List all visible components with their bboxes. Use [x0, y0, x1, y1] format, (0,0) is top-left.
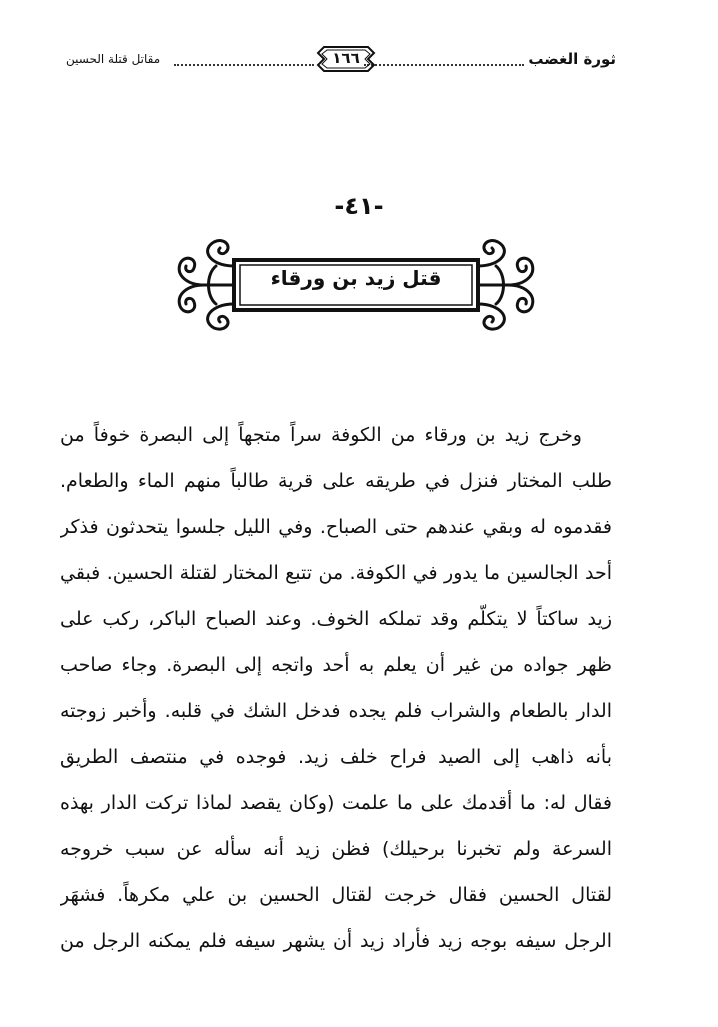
chapter-title-frame	[170, 236, 542, 332]
text-line: بأنه ذاهب إلى الصيد فراح خلف زيد. فوجده في منتصف الطريق	[60, 746, 612, 768]
header-chapter-title: مقاتل قتلة الحسين	[66, 52, 161, 66]
text-line: لقتال الحسين فقال خرجت لقتال الحسين بن علي مكرهاً. فشهَر	[60, 884, 612, 906]
page-number-badge	[314, 44, 378, 74]
body-paragraph	[60, 412, 612, 964]
text-line: فقال له: ما أقدمك على ما علمت (وكان يقصد لماذا تركت الدار بهذه	[60, 792, 612, 814]
header-book-title: ثورة الغضب	[528, 50, 616, 68]
chapter-title: قتل زيد بن ورقاء	[270, 266, 442, 290]
text-line: أحد الجالسين ما يدور في الكوفة. من تتبع المختار لقتلة الحسين. فبقي	[60, 562, 612, 584]
chapter-number: -٤١-	[334, 192, 384, 220]
text-line: زيد ساكتاً لا يتكلّم وقد تملكه الخوف. وعند الصباح الباكر، ركب على	[60, 608, 612, 630]
page-number: ١٦٦	[332, 49, 360, 67]
text-line: الرجل سيفه بوجه زيد فأراد زيد أن يشهر سيفه فلم يمكنه الرجل من	[60, 930, 612, 952]
text-line: ظهر جواده من غير أن يعلم به أحد واتجه إلى البصرة. وجاء صاحب	[60, 654, 612, 676]
text-line: الدار بالطعام والشراب فلم يجده فدخل الشك في قلبه. وأخبر زوجته	[60, 700, 612, 722]
header-dot-leader-left	[174, 64, 314, 66]
text-line: طلب المختار فنزل في طريقه على قرية طالباً منهم الماء والطعام.	[60, 470, 612, 492]
text-line: وخرج زيد بن ورقاء من الكوفة سراً متجهاً إلى البصرة خوفاً من	[60, 424, 582, 446]
header-dot-leader-right	[364, 64, 524, 66]
text-line: فقدموه له وبقي عندهم حتى الصباح. وفي الليل جلسوا يتحدثون فذكر	[60, 516, 612, 538]
text-line: السرعة ولم تخبرنا برحيلك) فظن زيد أنه سأله عن سبب خروجه	[60, 838, 612, 860]
running-header	[66, 40, 616, 80]
